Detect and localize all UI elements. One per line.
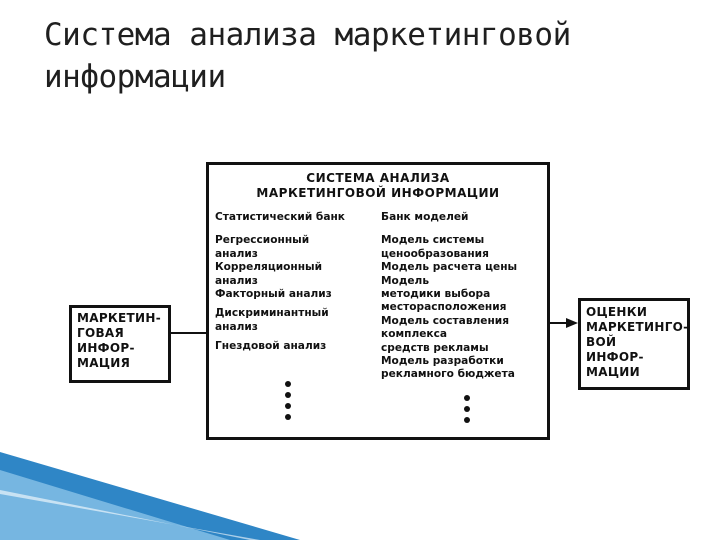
right-box-line: МАРКЕТИНГО- xyxy=(586,320,689,334)
ellipsis-dot xyxy=(464,406,470,412)
model-item: комплекса xyxy=(381,328,448,341)
model-bank-ellipsis xyxy=(464,395,470,423)
slide-title-line-1: Система анализа маркетинговой xyxy=(44,17,571,53)
ellipsis-dot xyxy=(464,417,470,423)
left-box-line: МАРКЕТИН- xyxy=(77,311,161,325)
ellipsis-dot xyxy=(285,403,291,409)
stat-item: Корреляционный xyxy=(215,261,323,274)
stat-item: Гнездовой анализ xyxy=(215,340,327,353)
model-item: рекламного бюджета xyxy=(381,368,515,381)
left-box-line: МАЦИЯ xyxy=(77,356,131,370)
model-item: средств рекламы xyxy=(381,341,489,354)
analysis-system-title xyxy=(209,171,547,201)
right-box-line: ИНФОР- xyxy=(586,350,644,364)
statistical-bank-title: Статистический банк xyxy=(215,211,345,223)
model-item: Модель составления xyxy=(381,314,510,327)
model-item: Модель разработки xyxy=(381,355,504,368)
stat-item: Регрессионный xyxy=(215,234,310,247)
ellipsis-dot xyxy=(285,414,291,420)
main-title-line-2: МАРКЕТИНГОВОЙ ИНФОРМАЦИИ xyxy=(256,186,500,200)
output-arrowhead xyxy=(566,318,578,328)
model-item: Модель расчета цены xyxy=(381,261,518,274)
stat-item: Дискриминантный xyxy=(215,307,329,320)
ellipsis-dot xyxy=(285,392,291,398)
statistical-bank-ellipsis xyxy=(285,381,291,420)
main-title-line-1: СИСТЕМА АНАЛИЗА xyxy=(306,171,450,185)
left-box-line: ИНФОР- xyxy=(77,341,135,355)
model-item: методики выбора xyxy=(381,288,491,301)
model-item: Модель системы xyxy=(381,234,485,247)
ellipsis-dot xyxy=(285,381,291,387)
model-item: месторасположения xyxy=(381,301,507,314)
corner-wedge-light xyxy=(0,470,230,540)
model-bank-column xyxy=(381,211,517,382)
right-box-line: ОЦЕНКИ xyxy=(586,305,648,319)
left-box-line: ГОВАЯ xyxy=(77,326,125,340)
stat-item: анализ xyxy=(215,274,258,287)
right-box-line: ВОЙ xyxy=(586,335,617,349)
model-item: Модель xyxy=(381,274,430,287)
stat-item: Факторный анализ xyxy=(215,288,332,301)
statistical-bank-column xyxy=(215,211,345,354)
information-evaluation-box xyxy=(578,298,690,390)
slide-corner-decoration xyxy=(0,430,720,540)
model-bank-title: Банк моделей xyxy=(381,211,469,223)
stat-item: анализ xyxy=(215,320,258,333)
stat-item: анализ xyxy=(215,247,258,260)
slide-title-line-2: информации xyxy=(44,59,226,95)
ellipsis-dot xyxy=(464,395,470,401)
marketing-information-box xyxy=(69,305,171,383)
right-box-line: МАЦИИ xyxy=(586,365,640,379)
analysis-system-box xyxy=(206,162,550,440)
model-item: ценообразования xyxy=(381,247,489,260)
